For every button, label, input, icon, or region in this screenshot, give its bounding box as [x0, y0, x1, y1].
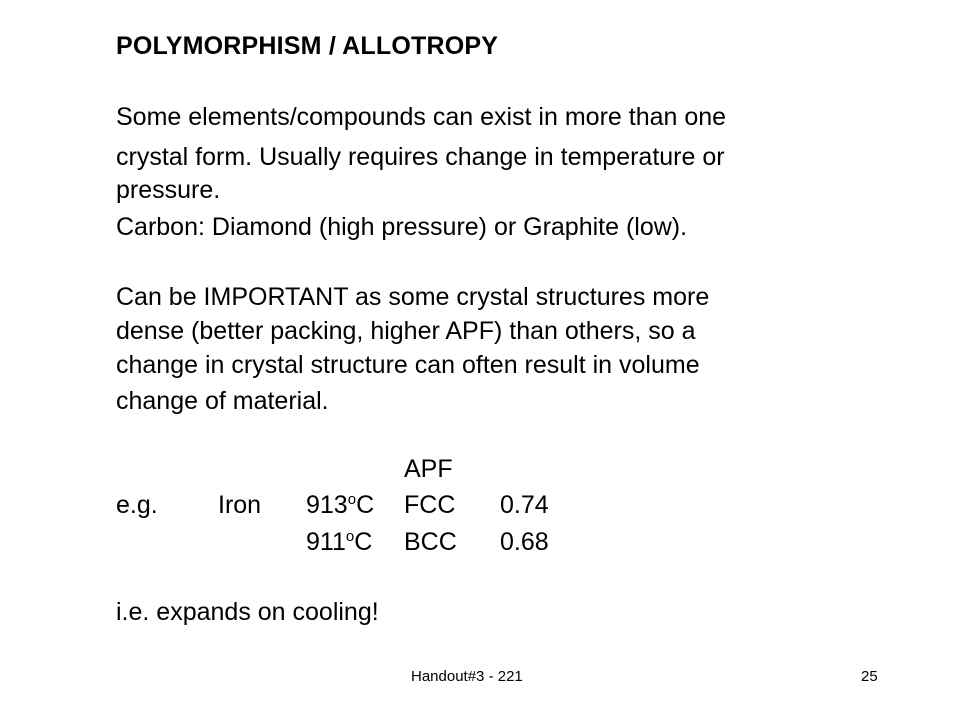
temp-cell-1: 913$^o$C: [306, 491, 375, 519]
para2-line-2: dense (better packing, higher APF) than others, so a: [116, 317, 696, 345]
conclusion: i.e. expands on cooling!: [116, 598, 379, 626]
footer-source: Handout#3 - 221: [411, 668, 523, 685]
apf-header: APF: [404, 455, 453, 483]
apf-cell-1: 0.74: [500, 491, 549, 519]
temp-cell-2: 911$^o$C: [306, 528, 373, 556]
para2-line-1: Can be IMPORTANT as some crystal structures more: [116, 283, 710, 311]
structure-cell-1: FCC: [404, 491, 456, 519]
para1-line-3: pressure.: [116, 176, 221, 204]
structure-cell-2: BCC: [404, 528, 457, 556]
para2-line-4: change of material.: [116, 387, 329, 415]
slide-title: POLYMORPHISM / ALLOTROPY: [116, 32, 499, 60]
apf-cell-2: 0.68: [500, 528, 549, 556]
para1-line-2: crystal form. Usually requires change in temperature or: [116, 143, 725, 171]
para1-line-1: Some elements/compounds can exist in more than one: [116, 103, 727, 131]
material-label: Iron: [218, 491, 262, 519]
eg-label: e.g.: [116, 491, 158, 519]
para1-line-4: Carbon: Diamond (high pressure) or Graphite (low).: [116, 213, 688, 241]
para2-line-3: change in crystal structure can often result in volume: [116, 351, 700, 379]
page-number: 25: [861, 668, 878, 685]
